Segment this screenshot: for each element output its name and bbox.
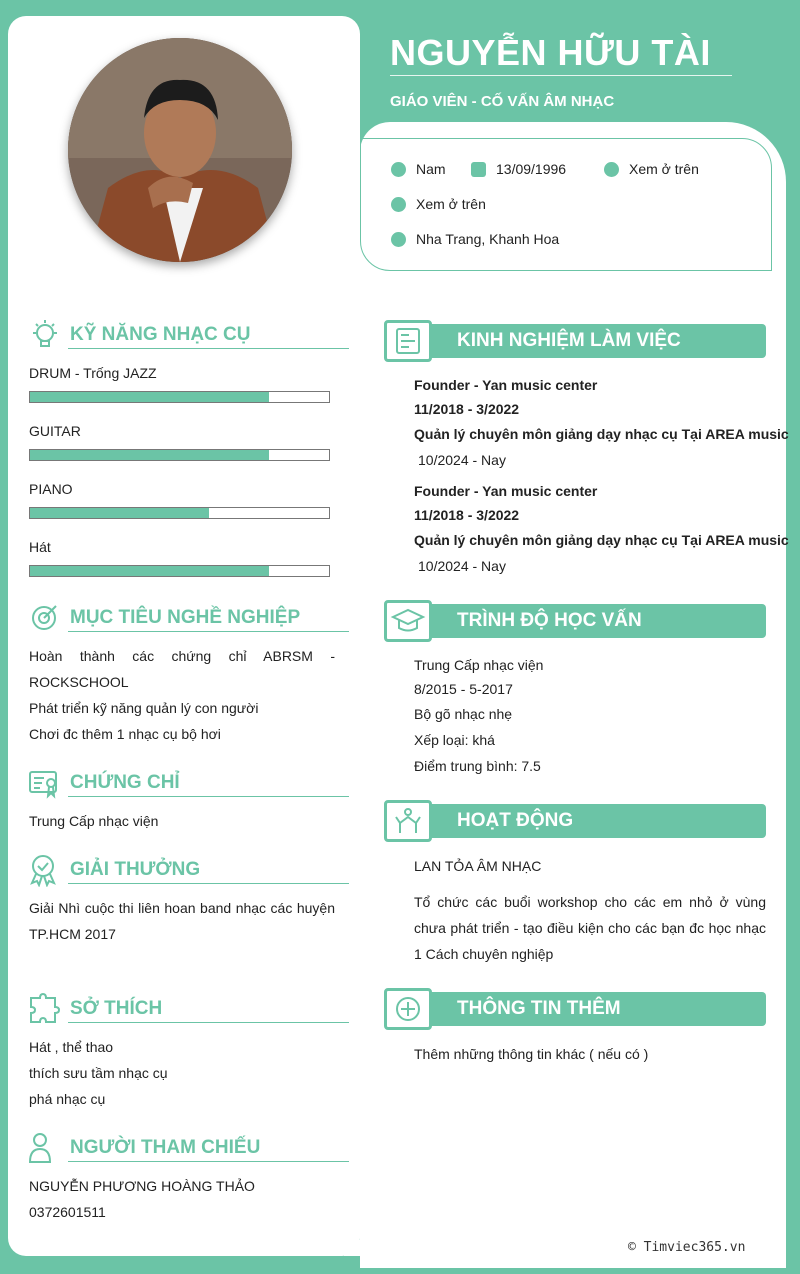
more-info-section-icon xyxy=(384,988,432,1030)
skill-label: PIANO xyxy=(29,481,73,497)
home-icon xyxy=(391,232,406,247)
skill-label: DRUM - Trống JAZZ xyxy=(29,365,157,381)
education-line: Điểm trung bình: 7.5 xyxy=(414,758,541,774)
candidate-name: NGUYỄN HỮU TÀI xyxy=(390,32,711,73)
reference-line: 0372601511 xyxy=(29,1204,106,1220)
more-info-title: THÔNG TIN THÊM xyxy=(457,998,621,1019)
footer-credit: © Timviec365.vn xyxy=(628,1240,746,1255)
activities-section-header xyxy=(432,804,766,838)
awards-title: GIẢI THƯỞNG xyxy=(70,859,201,880)
experience-line: Quản lý chuyên môn giảng dạy nhạc cụ Tại AREA music xyxy=(414,426,789,442)
skill-label: Hát xyxy=(29,539,51,555)
activity-line: Tổ chức các buổi workshop cho các em nhỏ ở vùng xyxy=(414,894,766,910)
experience-line: 10/2024 - Nay xyxy=(418,452,506,468)
skill-bar xyxy=(29,391,330,403)
candidate-role: GIÁO VIÊN - CỐ VẤN ÂM NHẠC xyxy=(390,93,615,110)
activities-title: HOẠT ĐỘNG xyxy=(457,810,574,831)
education-line: Trung Cấp nhạc viện xyxy=(414,657,544,673)
skill-bar xyxy=(29,507,330,519)
certificate-icon xyxy=(28,766,62,800)
experience-line: Quản lý chuyên môn giảng dạy nhạc cụ Tại AREA music xyxy=(414,532,789,548)
phone-icon xyxy=(604,162,619,177)
certificates-title: CHỨNG CHỈ xyxy=(70,772,180,793)
award-badge-icon xyxy=(28,853,62,887)
puzzle-icon xyxy=(28,992,62,1026)
profile-photo xyxy=(68,38,292,262)
activities-section-icon xyxy=(384,800,432,842)
hobbies-title: SỞ THÍCH xyxy=(70,998,163,1019)
phone-field: Xem ở trên xyxy=(604,161,699,177)
skill-bar xyxy=(29,449,330,461)
activity-line: chưa phát triển - tạo điều kiện cho các bạn đc học nhạc xyxy=(414,920,766,936)
reference-line: NGUYỄN PHƯƠNG HOÀNG THẢO xyxy=(29,1178,255,1194)
email-icon xyxy=(391,197,406,212)
name-divider xyxy=(390,75,732,76)
hobby-line: Hát , thể thao xyxy=(29,1039,114,1055)
gender-field: Nam xyxy=(391,161,446,177)
user-icon xyxy=(391,162,406,177)
skill-label: GUITAR xyxy=(29,423,81,439)
birthday-field: 13/09/1996 xyxy=(471,161,566,177)
hobby-line: phá nhạc cụ xyxy=(29,1091,106,1107)
skill-bar xyxy=(29,565,330,577)
award-line: Giải Nhì cuộc thi liên hoan band nhạc các huyện xyxy=(29,900,335,916)
lightbulb-icon xyxy=(28,318,62,352)
objective-line: Phát triển kỹ năng quản lý con người xyxy=(29,700,259,716)
certificate-line: Trung Cấp nhạc viện xyxy=(29,813,159,829)
activity-icon xyxy=(387,803,429,839)
skills-title: KỸ NĂNG NHẠC CỤ xyxy=(70,324,251,345)
education-title: TRÌNH ĐỘ HỌC VẤN xyxy=(457,610,642,631)
education-line: Bộ gõ nhạc nhẹ xyxy=(414,706,513,722)
education-line: Xếp loại: khá xyxy=(414,732,495,748)
target-icon xyxy=(28,601,62,635)
experience-title: KINH NGHIỆM LÀM VIỆC xyxy=(457,330,681,351)
more-info-line: Thêm những thông tin khác ( nếu có ) xyxy=(414,1046,649,1062)
education-line: 8/2015 - 5-2017 xyxy=(414,681,513,697)
email-field: Xem ở trên xyxy=(391,196,486,212)
person-icon xyxy=(28,1131,62,1165)
experience-line: 11/2018 - 3/2022 xyxy=(414,507,520,523)
experience-line: 10/2024 - Nay xyxy=(418,558,506,574)
experience-line: Founder - Yan music center xyxy=(414,377,598,393)
objective-line: ROCKSCHOOL xyxy=(29,674,129,690)
experience-section-icon xyxy=(384,320,432,362)
activity-line: LAN TỎA ÂM NHẠC xyxy=(414,858,542,874)
address-field: Nha Trang, Khanh Hoa xyxy=(391,231,559,247)
award-line: TP.HCM 2017 xyxy=(29,926,116,942)
calendar-icon xyxy=(471,162,486,177)
objective-line: Chơi đc thêm 1 nhạc cụ bộ hơi xyxy=(29,726,221,742)
experience-line: 11/2018 - 3/2022 xyxy=(414,401,520,417)
objective-title: MỤC TIÊU NGHỀ NGHIỆP xyxy=(70,607,301,628)
activity-line: 1 Cách chuyên nghiệp xyxy=(414,946,554,962)
workflow-icon xyxy=(387,323,429,359)
graduation-cap-icon xyxy=(387,603,429,639)
experience-section-header xyxy=(432,324,766,358)
references-title: NGƯỜI THAM CHIẾU xyxy=(70,1137,261,1158)
hobby-line: thích sưu tầm nhạc cụ xyxy=(29,1065,168,1081)
education-section-header xyxy=(432,604,766,638)
experience-line: Founder - Yan music center xyxy=(414,483,598,499)
more-info-section-header xyxy=(432,992,766,1026)
objective-line: Hoàn thành các chứng chỉ ABRSM - xyxy=(29,648,335,664)
education-section-icon xyxy=(384,600,432,642)
plus-circle-icon xyxy=(387,991,429,1027)
